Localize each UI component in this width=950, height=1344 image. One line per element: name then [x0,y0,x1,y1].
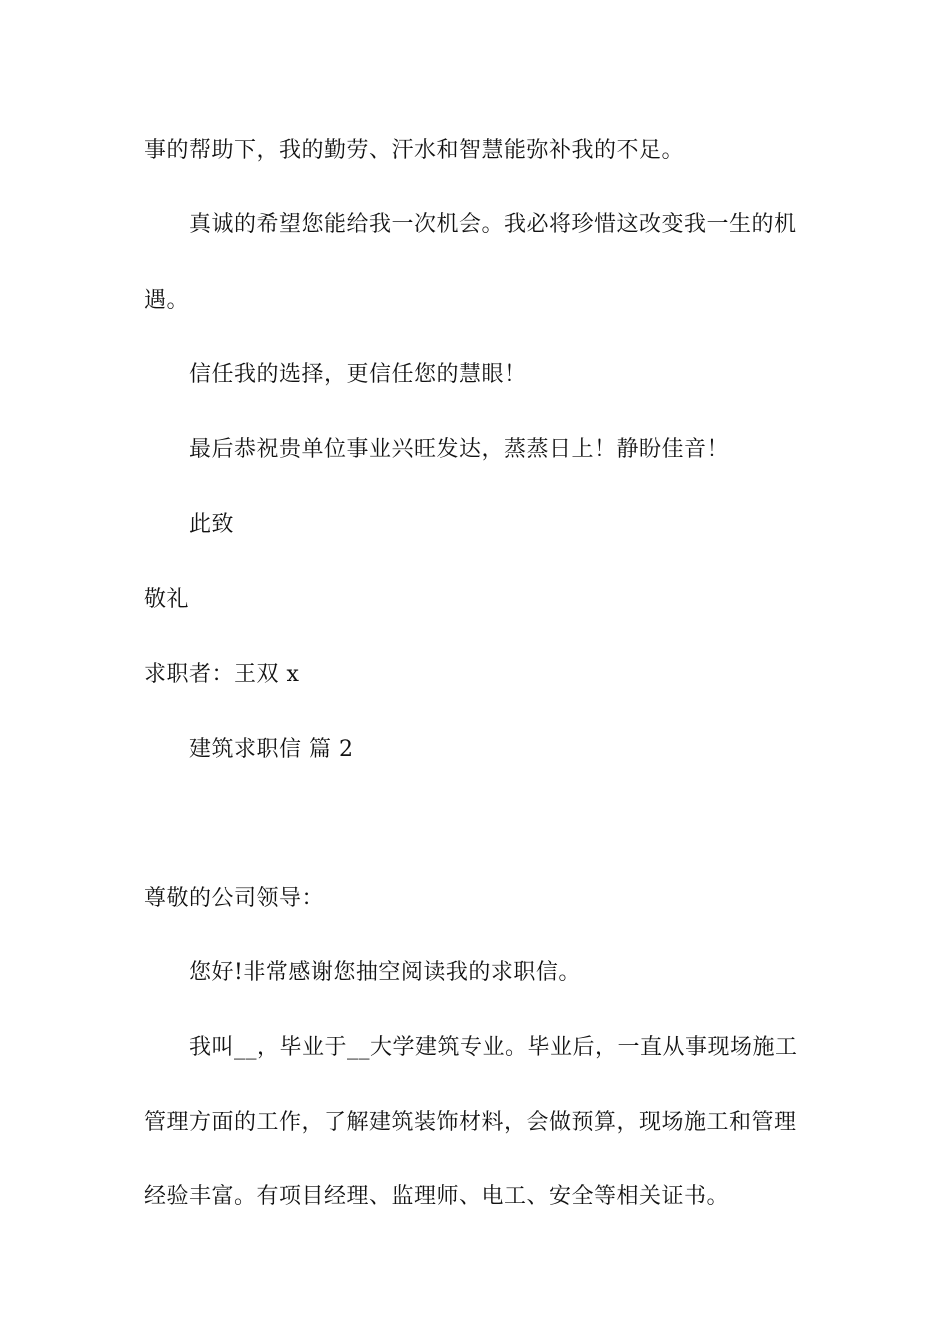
paragraph-line: 管理方面的工作，了解建筑装饰材料，会做预算，现场施工和管理 [144,1110,797,1135]
paragraph-line: 遇。 [144,288,190,313]
paragraph-line: 经验丰富。有项目经理、监理师、电工、安全等相关证书。 [144,1184,730,1209]
section-heading: 建筑求职信 篇 2 [189,737,354,762]
paragraph-line: 事的帮助下，我的勤劳、汗水和智慧能弥补我的不足。 [144,138,685,163]
paragraph-line: 真诚的希望您能给我一次机会。我必将珍惜这改变我一生的机 [189,212,797,237]
paragraph-line: 我叫__，毕业于__大学建筑专业。毕业后，一直从事现场施工 [189,1035,798,1060]
signature-line: 求职者：王双 x [144,662,300,687]
salutation-closing: 此致 [189,512,235,537]
paragraph-line: 最后恭祝贵单位事业兴旺发达，蒸蒸日上！静盼佳音！ [189,437,730,462]
greeting-line: 尊敬的公司领导： [144,886,325,911]
salutation-regards: 敬礼 [144,587,190,612]
paragraph-line: 您好!非常感谢您抽空阅读我的求职信。 [189,960,581,985]
paragraph-line: 信任我的选择，更信任您的慧眼！ [189,362,527,387]
